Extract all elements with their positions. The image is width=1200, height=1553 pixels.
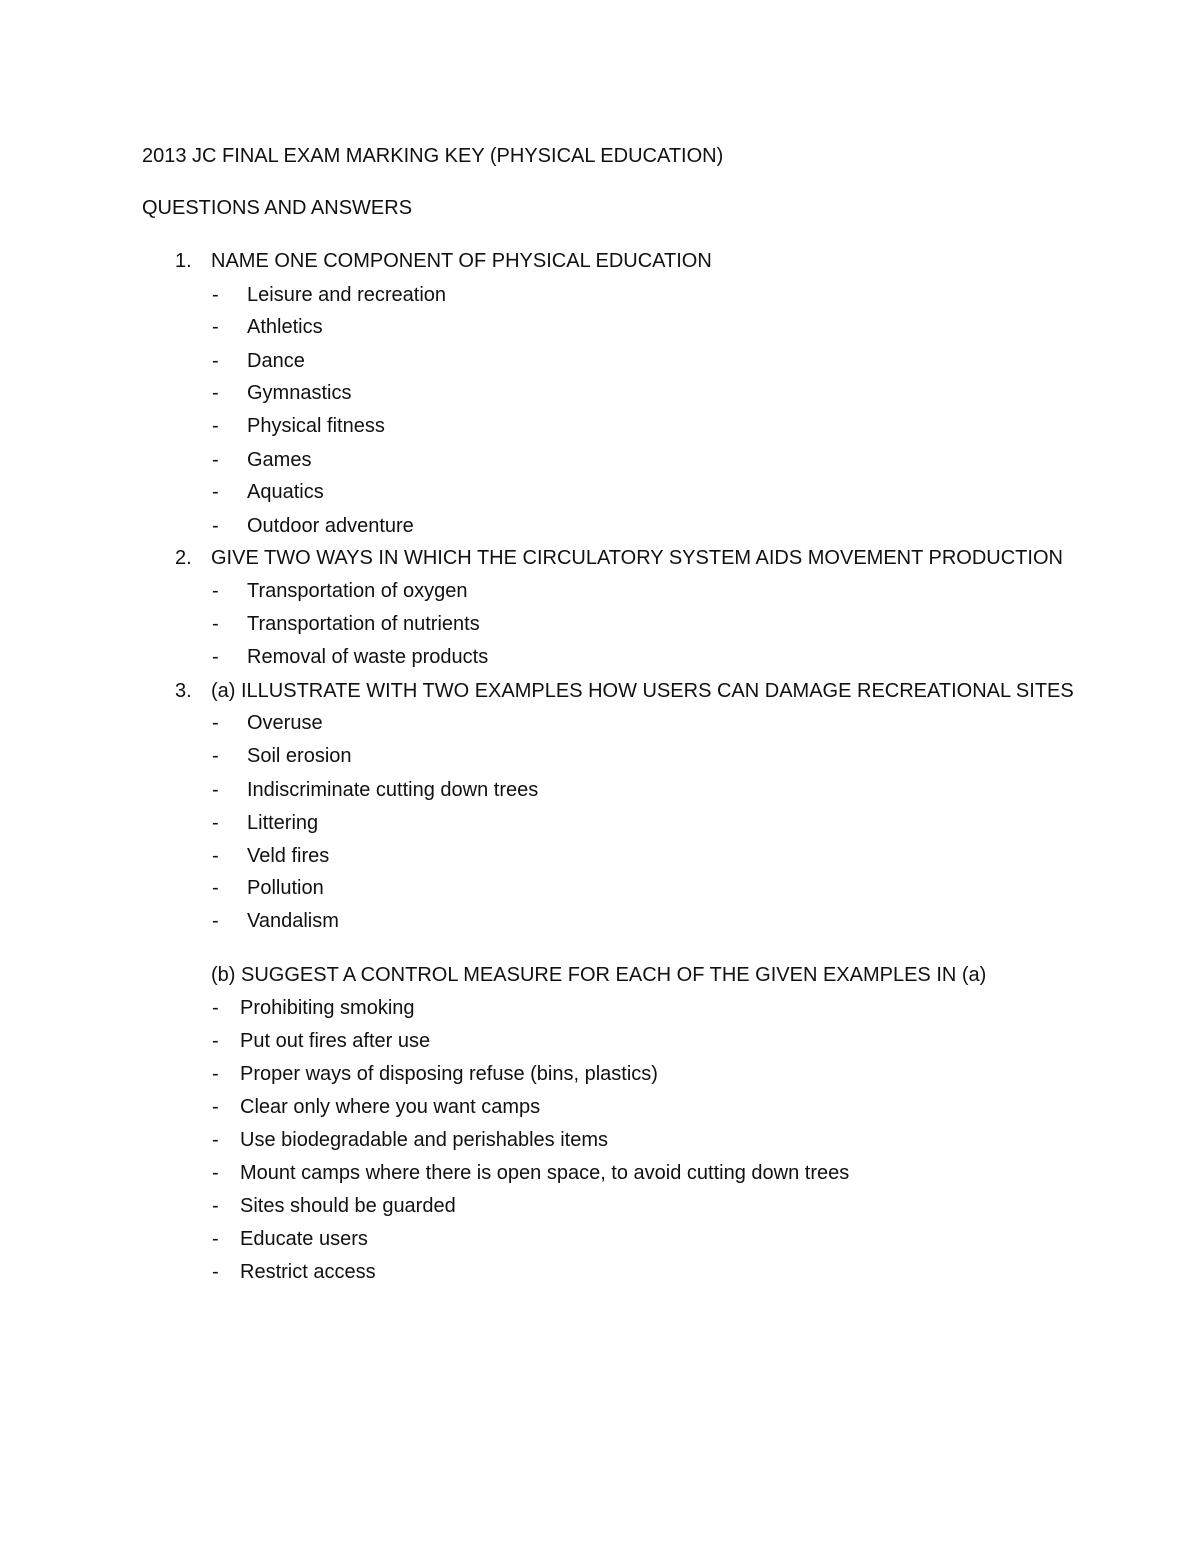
list-bullet: - [212, 845, 219, 867]
list-bullet: - [212, 712, 219, 734]
list-item: Dance [247, 350, 305, 372]
list-bullet: - [212, 745, 219, 767]
list-item: Games [247, 449, 312, 471]
question-text: (a) ILLUSTRATE WITH TWO EXAMPLES HOW USERS CAN DAMAGE RECREATIONAL SITES [211, 680, 1074, 702]
list-item: Gymnastics [247, 382, 352, 404]
list-bullet: - [212, 877, 219, 899]
list-item: Sites should be guarded [240, 1195, 456, 1217]
list-item: Proper ways of disposing refuse (bins, plastics) [240, 1063, 658, 1085]
list-item: Leisure and recreation [247, 284, 447, 306]
list-item: Restrict access [240, 1261, 376, 1283]
list-item: Physical fitness [247, 415, 385, 437]
list-item: Outdoor adventure [247, 515, 414, 537]
list-bullet: - [212, 1096, 219, 1118]
list-bullet: - [212, 350, 219, 372]
list-item: Mount camps where there is open space, to avoid cutting down trees [240, 1162, 850, 1184]
list-item: Athletics [247, 316, 323, 338]
list-bullet: - [212, 812, 219, 834]
list-bullet: - [212, 449, 219, 471]
list-bullet: - [212, 1129, 219, 1151]
list-bullet: - [212, 382, 219, 404]
list-item: Soil erosion [247, 745, 352, 767]
question-text: GIVE TWO WAYS IN WHICH THE CIRCULATORY SYSTEM AIDS MOVEMENT PRODUCTION [211, 547, 1063, 569]
list-bullet: - [212, 1228, 219, 1250]
question-number: 3. [175, 680, 192, 702]
list-bullet: - [212, 779, 219, 801]
list-item: Prohibiting smoking [240, 997, 415, 1019]
list-bullet: - [212, 284, 219, 306]
list-bullet: - [212, 1261, 219, 1283]
list-bullet: - [212, 1030, 219, 1052]
list-bullet: - [212, 415, 219, 437]
list-item: Use biodegradable and perishables items [240, 1129, 609, 1151]
list-bullet: - [212, 997, 219, 1019]
question-number: 1. [175, 250, 192, 272]
question-number: 2. [175, 547, 192, 569]
document-subtitle: QUESTIONS AND ANSWERS [142, 197, 413, 219]
question-part-b-text: (b) SUGGEST A CONTROL MEASURE FOR EACH OF THE GIVEN EXAMPLES IN (a) [211, 964, 987, 986]
list-item: Pollution [247, 877, 324, 899]
list-item: Put out fires after use [240, 1030, 431, 1052]
list-bullet: - [212, 910, 219, 932]
list-bullet: - [212, 1195, 219, 1217]
list-bullet: - [212, 580, 219, 602]
list-item: Removal of waste products [247, 646, 489, 668]
document-title: 2013 JC FINAL EXAM MARKING KEY (PHYSICAL EDUCATION) [142, 145, 724, 167]
list-item: Transportation of nutrients [247, 613, 480, 635]
list-item: Clear only where you want camps [240, 1096, 541, 1118]
list-item: Overuse [247, 712, 323, 734]
list-bullet: - [212, 1063, 219, 1085]
list-item: Vandalism [247, 910, 339, 932]
list-item: Transportation of oxygen [247, 580, 468, 602]
list-item: Educate users [240, 1228, 368, 1250]
list-bullet: - [212, 481, 219, 503]
list-bullet: - [212, 646, 219, 668]
question-text: NAME ONE COMPONENT OF PHYSICAL EDUCATION [211, 250, 712, 272]
list-bullet: - [212, 316, 219, 338]
list-item: Aquatics [247, 481, 324, 503]
list-bullet: - [212, 515, 219, 537]
list-item: Indiscriminate cutting down trees [247, 779, 539, 801]
list-item: Veld fires [247, 845, 330, 867]
list-item: Littering [247, 812, 319, 834]
list-bullet: - [212, 1162, 219, 1184]
list-bullet: - [212, 613, 219, 635]
